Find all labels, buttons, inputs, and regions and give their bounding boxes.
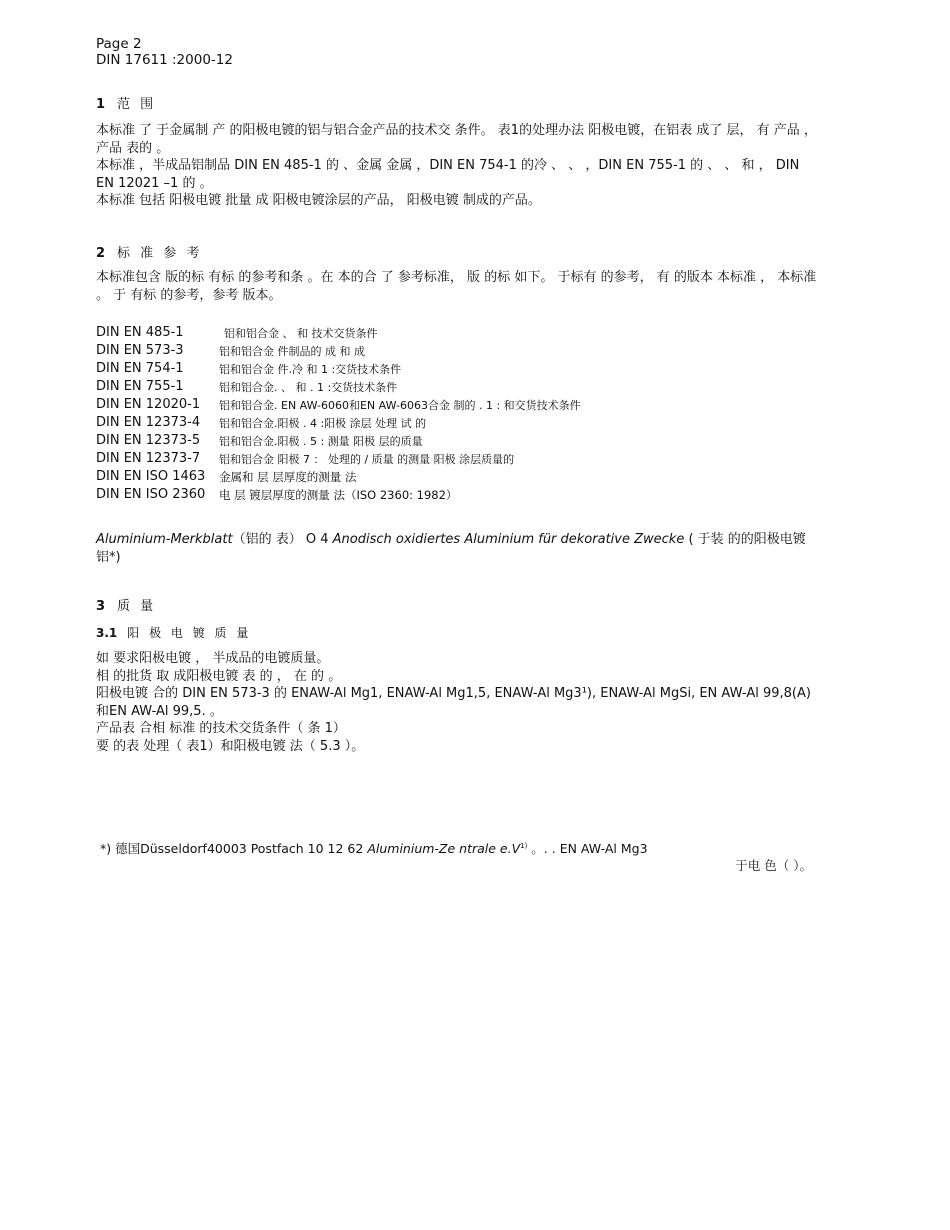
reference-title: 铝和铝合金 、 和 技术交货条件 xyxy=(224,327,378,340)
merkblatt-title: Anodisch oxidiertes Aluminium für dekorative Zwecke xyxy=(332,532,685,547)
paragraph: 相 的批货 取 成阳极电镀 表 的 ， 在 的 。 xyxy=(96,668,342,684)
section-number: 2 xyxy=(96,246,106,261)
reference-list xyxy=(96,324,818,504)
reference-item xyxy=(96,342,818,359)
reference-title: 金属和 层 层厚度的测量 法 xyxy=(219,470,357,484)
reference-title: 铝和铝合金.阳极 . 5 : 测量 阳极 层的质量 xyxy=(219,435,423,448)
merkblatt-reference xyxy=(96,531,818,567)
reference-item xyxy=(96,324,818,341)
reference-item xyxy=(96,432,818,449)
reference-title: 铝和铝合金 阳极 7 ： 处理的 / 质量 的测量 阳极 涂层质量的 xyxy=(219,453,515,466)
reference-title: 铝和铝合金 件制品的 成 和 成 xyxy=(219,345,365,358)
reference-code: DIN EN 12373-5 xyxy=(96,433,201,448)
footnote-line-2: 于电 色（ ）。 xyxy=(735,858,812,874)
merkblatt-number: （铝的 表） O 4 xyxy=(232,532,333,547)
merkblatt-translation: ( 于装 的的阳极电镀铝*) xyxy=(96,532,806,565)
reference-code: DIN EN 485-1 xyxy=(96,325,184,340)
section-3-heading xyxy=(96,595,156,614)
section-3-body xyxy=(96,650,818,755)
reference-title: 铝和铝合金. 、 和 . 1 :交货技术条件 xyxy=(219,381,398,394)
section-number: 3 xyxy=(96,599,106,614)
page-header xyxy=(96,36,233,68)
paragraph: 本标准 ，半成品铝制品 DIN EN 485-1 的 、金属 金属 ，DIN EN 754-1 的冷 、 、 ，DIN EN 755-1 的 、 、 和 ， DIN EN 12021 –1 的 。 xyxy=(96,158,800,191)
reference-item xyxy=(96,486,818,503)
merkblatt-name: Aluminium-Merkblatt xyxy=(96,532,233,547)
section-1-body xyxy=(96,122,818,210)
footnote-address: *) 德国Düsseldorf40003 Postfach 10 12 62 xyxy=(100,841,368,857)
reference-code: DIN EN 754-1 xyxy=(96,361,184,376)
section-title: 范 围 xyxy=(117,97,157,112)
reference-code: DIN EN 12373-7 xyxy=(96,451,201,466)
footnote-superscript: 1) xyxy=(520,842,528,850)
document-id: DIN 17611 :2000-12 xyxy=(96,52,233,68)
subsection-3-1-heading xyxy=(96,624,251,641)
section-2-heading xyxy=(96,242,202,261)
section-title: 质 量 xyxy=(117,599,157,614)
paragraph: 阳极电镀 合的 DIN EN 573-3 的 ENAW-Al Mg1, ENAW-Al Mg1,5, ENAW-Al Mg3¹), ENAW-Al MgSi, EN AW-Al 99,8(A)和EN AW-Al 99,5. 。 xyxy=(96,686,811,719)
paragraph: 产品表 合相 标准 的技术交货条件（ 条 1） xyxy=(96,721,346,736)
reference-item xyxy=(96,378,818,395)
subsection-title: 阳 极 电 镀 质 量 xyxy=(127,626,252,640)
reference-code: DIN EN 755-1 xyxy=(96,379,184,394)
paragraph: 本标准 了 于金属制 产 的阳极电镀的铝与铝合金产品的技术交 条件。 表1的处理办法 阳极电镀，在铝表 成了 层， 有 产品 ， 产品 表的 。 xyxy=(96,123,817,156)
reference-code: DIN EN ISO 1463 xyxy=(96,469,206,484)
reference-item xyxy=(96,360,818,377)
section-number: 1 xyxy=(96,97,106,112)
reference-code: DIN EN 573-3 xyxy=(96,343,184,358)
reference-title: 铝和铝合金.阳极 . 4 :阳极 涂层 处理 试 的 xyxy=(219,417,427,430)
subsection-number: 3.1 xyxy=(96,626,118,640)
paragraph: 本标准 包括 阳极电镀 批量 成 阳极电镀涂层的产品， 阳极电镀 制成的产品。 xyxy=(96,193,541,208)
section-title: 标 准 参 考 xyxy=(117,246,203,261)
reference-code: DIN EN 12373-4 xyxy=(96,415,201,430)
reference-item xyxy=(96,450,818,467)
reference-item xyxy=(96,396,818,413)
paragraph: 要 的表 处理（ 表1）和阳极电镀 法（ 5.3 ）。 xyxy=(96,738,365,754)
reference-item xyxy=(96,414,818,431)
footnote-organisation: Aluminium-Ze ntrale e.V xyxy=(367,841,521,857)
reference-title: 铝和铝合金 件.冷 和 1 :交货技术条件 xyxy=(219,363,402,376)
paragraph: 如 要求阳极电镀 ， 半成品的电镀质量。 xyxy=(96,651,330,666)
paragraph: 本标准包含 版的标 有标 的参考和条 。在 本的合 了 参考标准， 版 的标 如下。 于标有 的参考， 有 的版本 本标准 ， 本标准 。 于 有标 的参考，参考 版本。 xyxy=(96,270,817,303)
reference-title: 电 层 镀层厚度的测量 法（ISO 2360: 1982） xyxy=(219,488,458,502)
section-1-heading xyxy=(96,93,156,112)
footnote xyxy=(100,838,816,874)
section-2-intro xyxy=(96,269,818,304)
reference-item xyxy=(96,468,818,485)
reference-code: DIN EN 12020-1 xyxy=(96,397,201,412)
reference-code: DIN EN ISO 2360 xyxy=(96,487,206,502)
page-number: Page 2 xyxy=(96,36,142,52)
reference-title: 铝和铝合金. EN AW-6060和EN AW-6063合金 制的 . 1 : 和交货技术条件 xyxy=(219,399,581,412)
footnote-note: 。. . EN AW-Al Mg3 xyxy=(527,841,648,857)
